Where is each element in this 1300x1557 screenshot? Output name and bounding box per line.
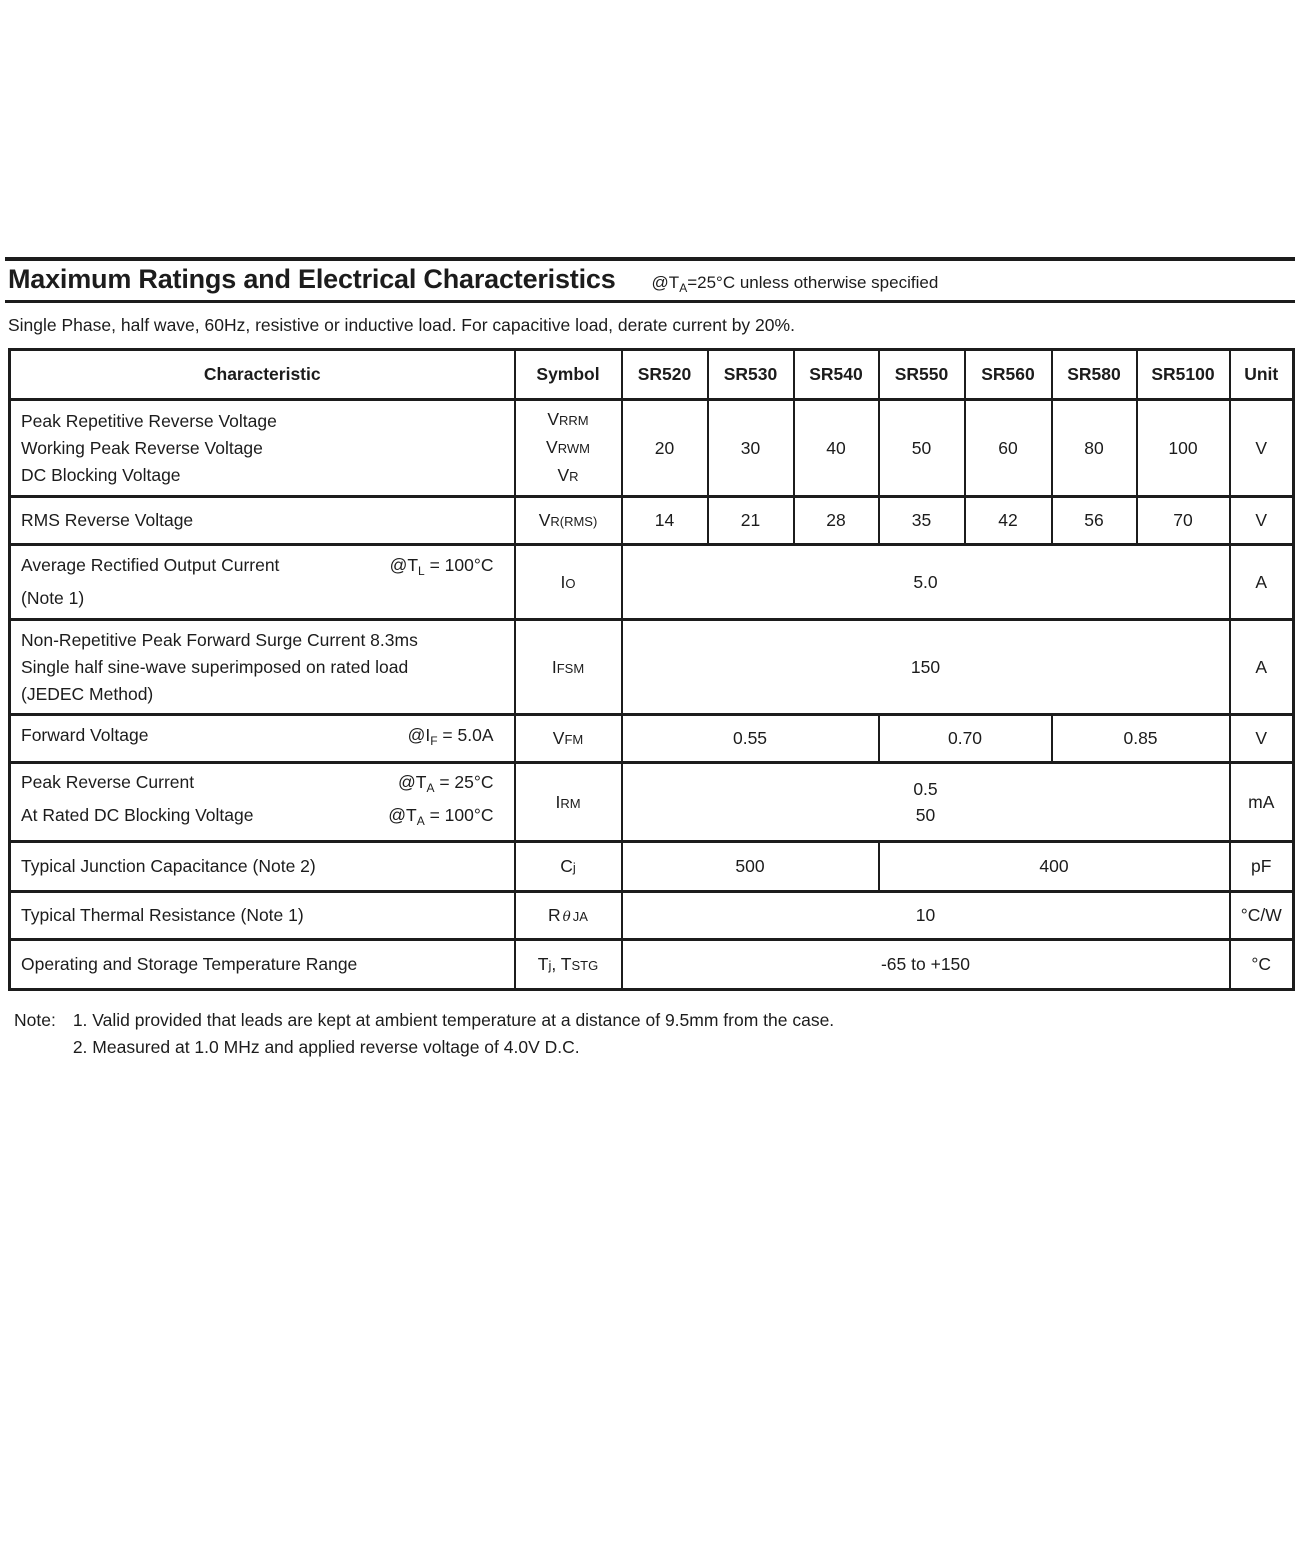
col-header-symbol: Symbol	[515, 350, 622, 400]
col-header-characteristic: Characteristic	[10, 350, 515, 400]
unit-cell: A	[1230, 620, 1294, 715]
table-row-junction-capacitance	[10, 842, 1294, 892]
value-cell: 20	[622, 400, 708, 497]
col-header-sr540: SR540	[794, 350, 879, 400]
value-cell: 400	[879, 842, 1230, 892]
row-characteristic: Forward Voltage $@I_F = 5.0A$	[10, 715, 515, 763]
row-characteristic: Typical Junction Capacitance (Note 2)	[10, 842, 515, 892]
unit-cell: °C	[1230, 940, 1294, 990]
symbol-cell: IRM	[515, 763, 622, 842]
page-title: Maximum Ratings and Electrical Characteristics	[8, 264, 616, 294]
test-condition: $@T_L = 100^\circ C$	[389, 555, 494, 578]
value-cell: 60	[965, 400, 1052, 497]
ratings-table	[8, 348, 1295, 991]
unit-cell: V	[1230, 400, 1294, 497]
test-condition: $@I_F = 5.0A$	[407, 725, 494, 748]
row-characteristic: Average Rectified Output Current $@T_L = 100^\circ C$ (Note 1)	[10, 545, 515, 620]
col-header-sr560: SR560	[965, 350, 1052, 400]
value-cell: 14	[622, 497, 708, 545]
table-row-reverse-voltage	[10, 400, 1294, 497]
symbol-cell: VRRM VRWM VR	[515, 400, 622, 497]
value-cell: 21	[708, 497, 794, 545]
value-cell: 70	[1137, 497, 1230, 545]
notes	[14, 1007, 1300, 1061]
symbol-cell: VFM	[515, 715, 622, 763]
unit-cell: °C/W	[1230, 892, 1294, 940]
table-row-peak-reverse-current	[10, 763, 1294, 842]
row-characteristic: Typical Thermal Resistance (Note 1)	[10, 892, 515, 940]
table-row-surge-current	[10, 620, 1294, 715]
table-row-rms-reverse-voltage	[10, 497, 1294, 545]
value-cell: 0.55	[622, 715, 879, 763]
table-row-temperature-range	[10, 940, 1294, 990]
unit-cell: V	[1230, 715, 1294, 763]
symbol-cell: Tj, TSTG	[515, 940, 622, 990]
intro-line: Single Phase, half wave, 60Hz, resistive or inductive load. For capacitive load, derate current by 20%.	[8, 315, 795, 335]
test-condition: $@T_A = 100^\circ C$	[388, 805, 494, 828]
value-cell: 56	[1052, 497, 1137, 545]
value-cell: 80	[1052, 400, 1137, 497]
col-header-sr550: SR550	[879, 350, 965, 400]
row-characteristic: Operating and Storage Temperature Range	[10, 940, 515, 990]
value-cell: 0.85	[1052, 715, 1230, 763]
value-cell: 10	[622, 892, 1230, 940]
value-cell: 500	[622, 842, 879, 892]
value-cell: 150	[622, 620, 1230, 715]
row-characteristic: RMS Reverse Voltage	[10, 497, 515, 545]
table-row-forward-voltage	[10, 715, 1294, 763]
row-characteristic: Non-Repetitive Peak Forward Surge Current 8.3ms Single half sine-wave superimposed on rated load (JEDEC Method)	[10, 620, 515, 715]
value-cell: -65 to +150	[622, 940, 1230, 990]
value-cell: 50	[879, 400, 965, 497]
symbol-cell: Cj	[515, 842, 622, 892]
notes-items	[73, 1007, 834, 1061]
note-item: 2. Measured at 1.0 MHz and applied reverse voltage of 4.0V D.C.	[72, 1037, 580, 1057]
unit-cell: V	[1230, 497, 1294, 545]
col-header-unit: Unit	[1230, 350, 1294, 400]
value-cell: 100	[1137, 400, 1230, 497]
row-characteristic: Peak Reverse Current $@T_A = 25^\circ C$ At Rated DC Blocking Voltage $@T_A = 100^\circ C$	[10, 763, 515, 842]
table-row-thermal-resistance	[10, 892, 1294, 940]
value-cell: 5.0	[622, 545, 1230, 620]
value-cell: 0.70	[879, 715, 1052, 763]
symbol-cell: IFSM	[515, 620, 622, 715]
col-header-sr520: SR520	[622, 350, 708, 400]
value-cell: 28	[794, 497, 879, 545]
value-cell: 40	[794, 400, 879, 497]
notes-label: Note:	[14, 1010, 56, 1030]
title-row	[0, 261, 1300, 300]
test-condition: $@T_A = 25^\circ C$	[397, 772, 494, 795]
table-row-average-output-current	[10, 545, 1294, 620]
col-header-sr580: SR580	[1052, 350, 1137, 400]
note-item: 1. Valid provided that leads are kept at ambient temperature at a distance of 9.5mm from the case.	[72, 1010, 835, 1030]
value-cell: 0.5 50	[622, 763, 1230, 842]
col-header-sr530: SR530	[708, 350, 794, 400]
symbol-cell: VR(RMS)	[515, 497, 622, 545]
col-header-sr5100: SR5100	[1137, 350, 1230, 400]
value-cell: 30	[708, 400, 794, 497]
header-row	[10, 350, 1294, 400]
value-cell: 42	[965, 497, 1052, 545]
unit-cell: pF	[1230, 842, 1294, 892]
value-cell: 35	[879, 497, 965, 545]
row-characteristic: Peak Repetitive Reverse Voltage Working Peak Reverse Voltage DC Blocking Voltage	[10, 400, 515, 497]
symbol-cell: R θ JA	[515, 892, 622, 940]
unit-cell: mA	[1230, 763, 1294, 842]
title-condition: $@T_A=25^\circ C$ unless otherwise specified	[651, 273, 939, 295]
unit-cell: A	[1230, 545, 1294, 620]
symbol-cell: IO	[515, 545, 622, 620]
